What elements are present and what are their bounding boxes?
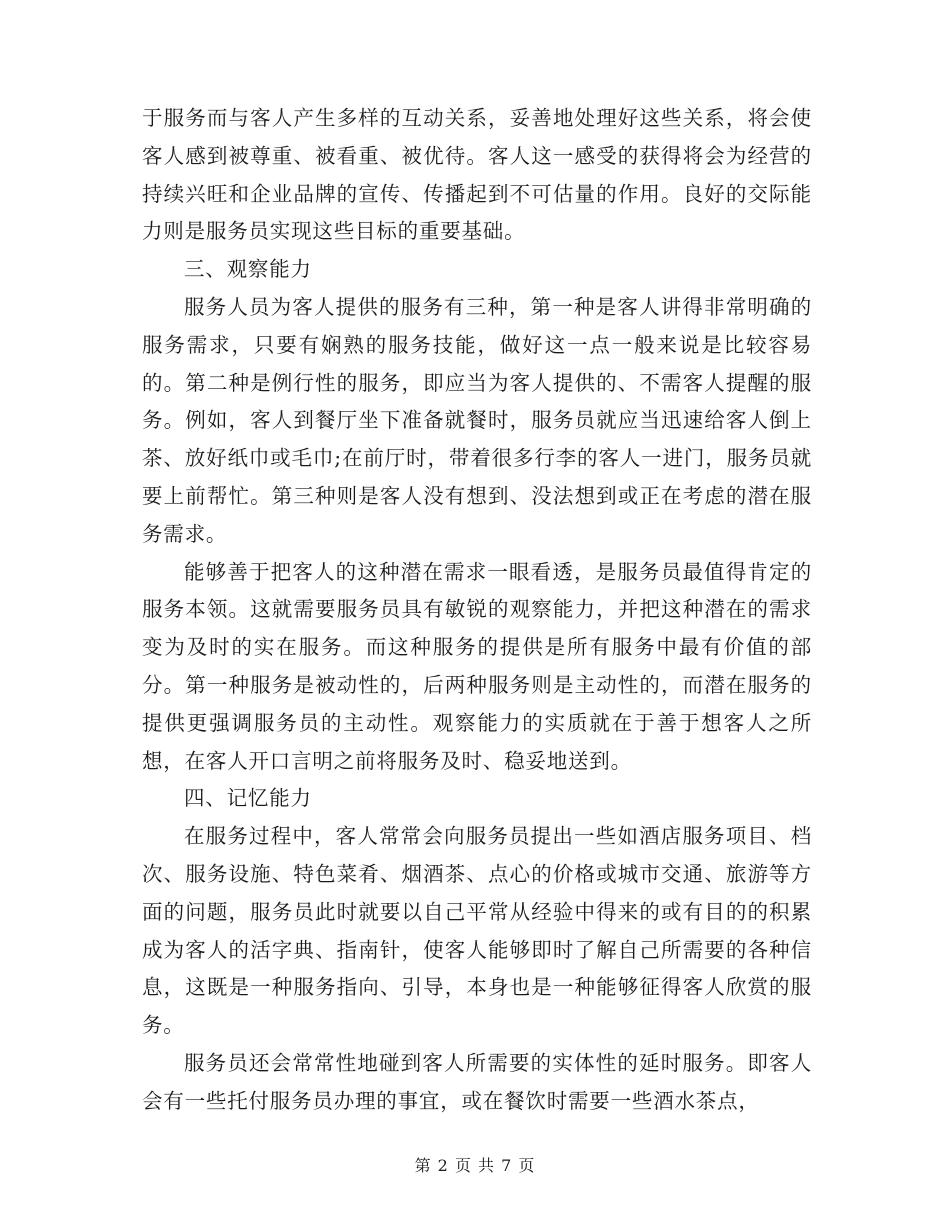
paragraph-1: 于服务而与客人产生多样的互动关系，妥善地处理好这些关系，将会使客人感到被尊重、被看重、被优待。客人这一感受的获得将会为经营的持续兴旺和企业品牌的宣传、传播起到不可估量的作用。良好的交际能力则是服务员实现这些目标的重要基础。 <box>142 106 812 244</box>
paragraph-5: 服务员还会常常性地碰到客人所需要的实体性的延时服务。即客人会有一些托付服务员办理的事宜，或在餐饮时需要一些酒水茶点， <box>142 1050 812 1113</box>
section-heading-memory: 四、记忆能力 <box>184 786 312 811</box>
document-body <box>142 100 812 1121</box>
page-number-footer: 第 2 页 共 7 页 <box>414 1156 536 1175</box>
section-heading-observation: 三、观察能力 <box>184 257 312 282</box>
paragraph-4: 在服务过程中，客人常常会向服务员提出一些如酒店服务项目、档次、服务设施、特色菜肴、烟酒茶、点心的价格或城市交通、旅游等方面的问题，服务员此时就要以自己平常从经验中得来的或有目的的积累成为客人的活字典、指南针，使客人能够即时了解自己所需要的各种信息，这既是一种服务指向、引导，本身也是一种能够征得客人欣赏的服务。 <box>142 824 812 1038</box>
paragraph-2: 服务人员为客人提供的服务有三种，第一种是客人讲得非常明确的服务需求，只要有娴熟的服务技能，做好这一点一般来说是比较容易的。第二种是例行性的服务，即应当为客人提供的、不需客人提醒的服务。例如，客人到餐厅坐下准备就餐时，服务员就应当迅速给客人倒上茶、放好纸巾或毛巾;在前厅时，带着很多行李的客人一进门，服务员就要上前帮忙。第三种则是客人没有想到、没法想到或正在考虑的潜在服务需求。 <box>142 294 812 546</box>
paragraph-3: 能够善于把客人的这种潜在需求一眼看透，是服务员最值得肯定的服务本领。这就需要服务员具有敏锐的观察能力，并把这种潜在的需求变为及时的实在服务。而这种服务的提供是所有服务中最有价值的部分。第一种服务是被动性的，后两种服务则是主动性的，而潜在服务的提供更强调服务员的主动性。观察能力的实质就在于善于想客人之所想，在客人开口言明之前将服务及时、稳妥地送到。 <box>142 559 812 773</box>
